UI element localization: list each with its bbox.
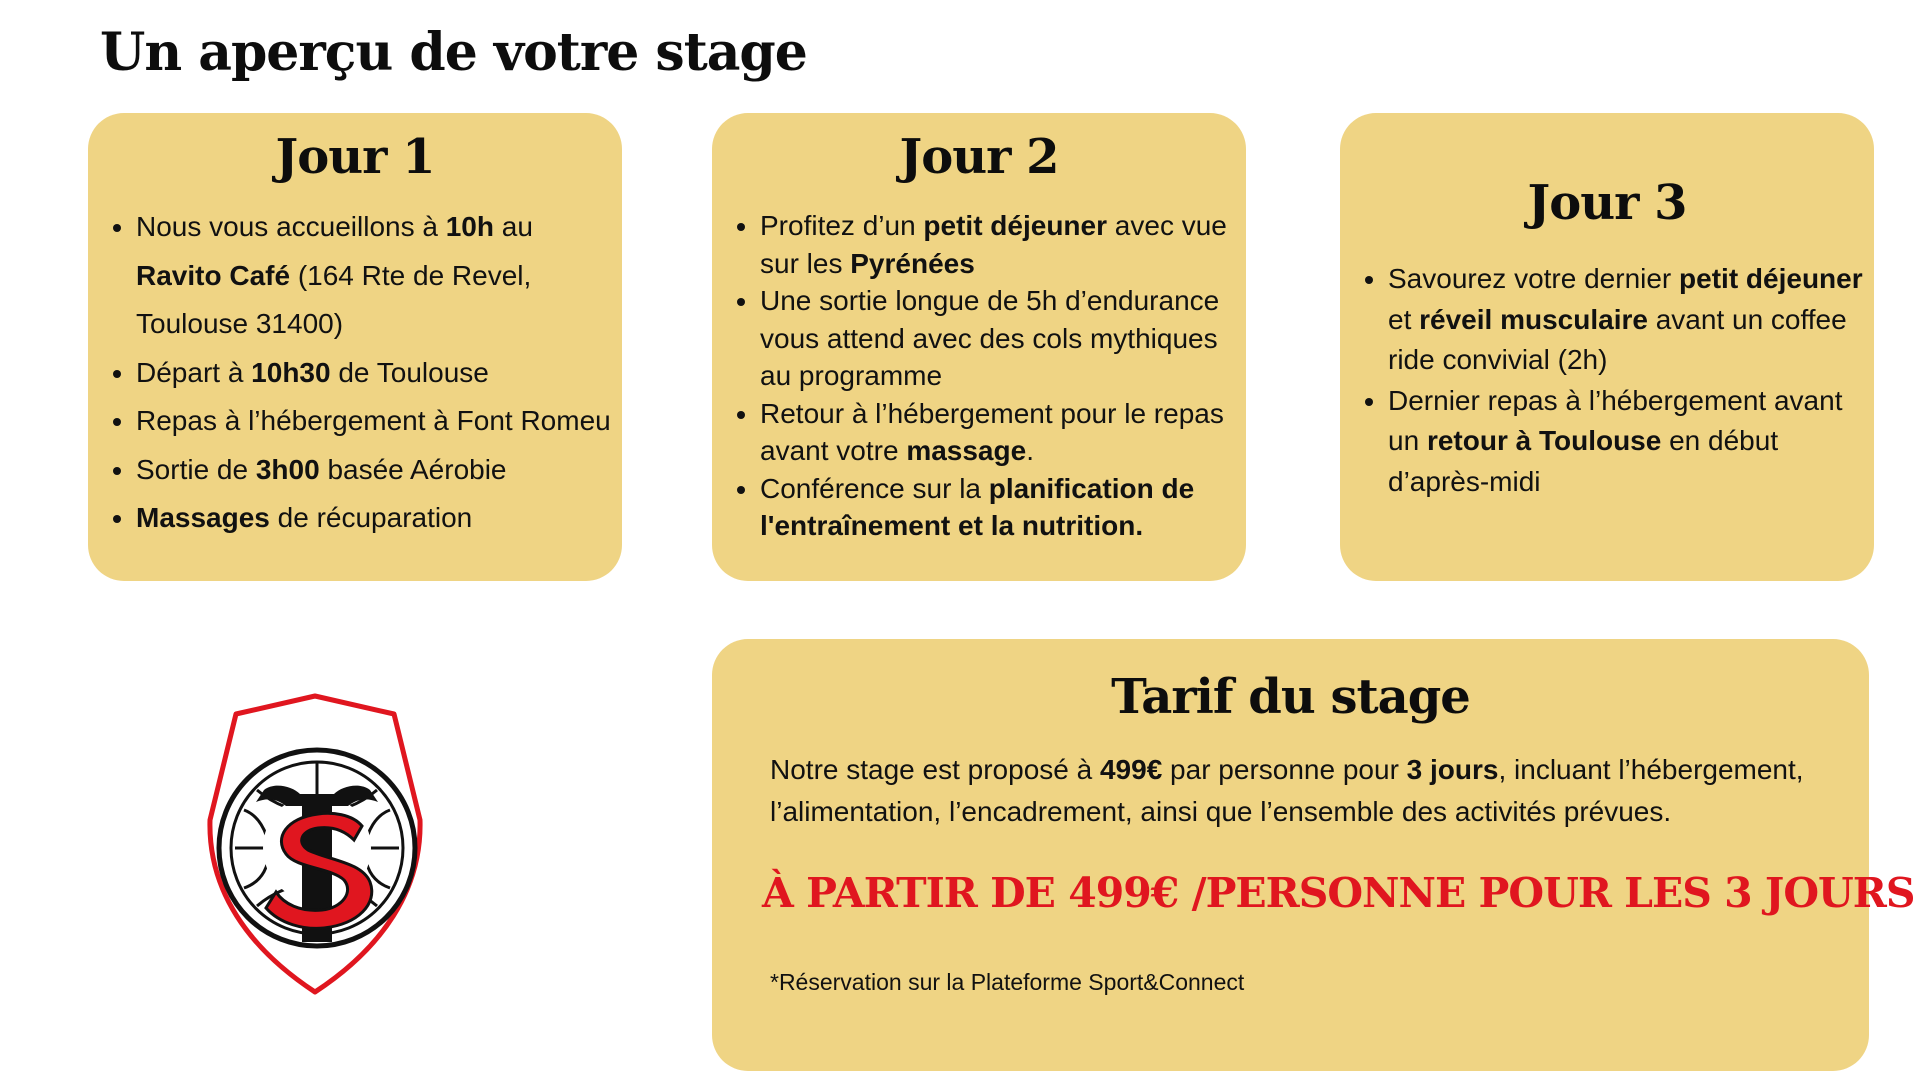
bold-text: réveil musculaire <box>1419 303 1648 335</box>
club-logo <box>182 690 448 996</box>
text-run: (164 Rte de Revel, Toulouse 31400) <box>136 259 532 339</box>
bold-text: 499€ <box>1099 754 1163 785</box>
text-run: avant un coffee ride convivial (2h) <box>1388 303 1847 375</box>
list-item <box>760 395 1246 470</box>
text-run: avec vue sur les <box>760 210 1227 279</box>
promo-price: À PARTIR DE 499€ /PERSONNE POUR LES 3 JOURS <box>762 869 1915 917</box>
bold-text: 3 jours <box>1406 754 1499 785</box>
list-item <box>136 397 622 446</box>
page-title: Un aperçu de votre stage <box>100 22 807 83</box>
text-run: Repas à l’hébergement à Font Romeu <box>136 405 611 436</box>
pricing-title: Tarif du stage <box>1111 669 1470 725</box>
bold-text: petit déjeuner <box>923 210 1108 241</box>
list-item <box>136 446 622 495</box>
pricing-description <box>770 749 1850 833</box>
day-1-list <box>88 203 622 543</box>
day-2-card <box>712 113 1246 581</box>
list-item <box>760 470 1246 545</box>
bold-text: Massages <box>136 502 270 533</box>
text-run: . <box>1026 435 1034 466</box>
bold-text: retour à Toulouse <box>1426 425 1662 456</box>
bold-text: 10h <box>445 211 494 242</box>
text-run: Nous vous accueillons à <box>136 211 446 242</box>
text-run: basée Aérobie <box>319 453 507 485</box>
text-run: Conférence sur la <box>760 472 989 504</box>
text-run: Retour à l’hébergement pour le repas avant votre <box>760 397 1224 466</box>
text-run: Profitez d’un <box>760 210 924 241</box>
list-item <box>1388 381 1874 503</box>
bold-text: Ravito Café <box>136 259 291 291</box>
text-run: et <box>1388 303 1420 335</box>
text-run: , incluant l’hébergement, l’alimentation, l’encadrement, ainsi que l’ensemble des activités prévues. <box>770 754 1804 827</box>
list-item <box>760 207 1246 282</box>
text-run: Départ à <box>136 356 252 388</box>
pricing-card <box>712 639 1915 1071</box>
list-item <box>136 349 622 398</box>
text-run: par personne pour <box>1162 754 1407 785</box>
booking-note: *Réservation sur la Plateforme Sport&Connect <box>770 969 1245 995</box>
day-1-card <box>88 113 622 581</box>
list-item <box>136 494 622 543</box>
text-run: au <box>493 211 533 242</box>
text-run: Sortie de <box>136 453 256 485</box>
bold-text: petit déjeuner <box>1679 263 1863 294</box>
bold-text: 10h30 <box>251 356 331 388</box>
day-1-title: Jour 1 <box>275 129 435 185</box>
text-run: Dernier repas à l’hébergement avant un <box>1388 384 1843 456</box>
list-item <box>136 203 622 349</box>
day-3-card <box>1340 113 1874 581</box>
day-3-title: Jour 3 <box>1527 175 1687 231</box>
list-item <box>1388 259 1874 381</box>
text-run: Une sortie longue de 5h d’endurance vous attend avec des cols mythiques au programme <box>760 285 1220 391</box>
text-run: en début d’après-midi <box>1388 425 1779 497</box>
text-run: de récuparation <box>269 502 473 533</box>
bold-text: massage <box>906 435 1027 466</box>
bold-text: 3h00 <box>255 453 320 485</box>
day-3-list <box>1340 259 1874 502</box>
text-run: Savourez votre dernier <box>1388 263 1680 294</box>
day-2-list <box>712 207 1246 545</box>
bold-text: Pyrénées <box>850 247 975 279</box>
day-2-title: Jour 2 <box>899 129 1059 185</box>
list-item <box>760 282 1246 395</box>
text-run: Notre stage est proposé à <box>770 754 1100 785</box>
text-run: de Toulouse <box>330 356 489 388</box>
bold-text: planification de l'entraînement et la nutrition. <box>760 472 1195 541</box>
